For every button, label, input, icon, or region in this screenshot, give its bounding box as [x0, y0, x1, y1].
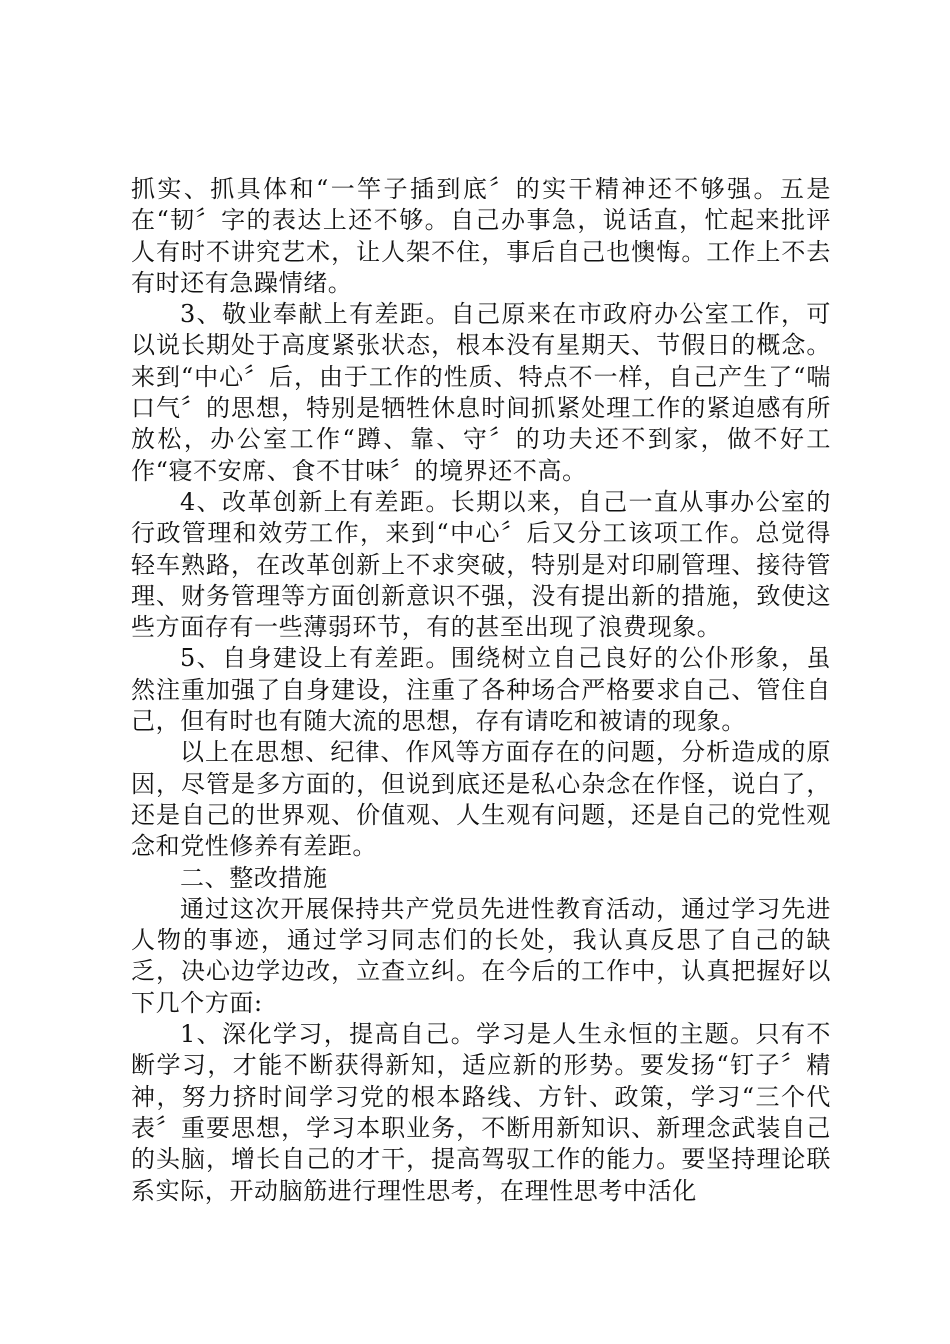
- paragraph-innovation-gap: 4、改革创新上有差距。长期以来，自己一直从事办公室的行政管理和效劳工作，来到“中心〞后又分工该项工作。总觉得轻车熟路，在改革创新上不求突破，特别是对印刷管理、接待管理、财务管理等方面创新意识不强，没有提出新的措施，致使这些方面存有一些薄弱环节，有的甚至出现了浪费现象。: [131, 487, 831, 642]
- document-page: [131, 174, 831, 1207]
- paragraph-summary: 以上在思想、纪律、作风等方面存在的问题，分析造成的原因，尽管是多方面的，但说到底还是私心杂念在作怪，说白了，还是自己的世界观、价值观、人生观有问题，还是自己的党性观念和党性修养有差距。: [131, 738, 831, 861]
- paragraph-deepen-study: 1、深化学习，提高自己。学习是人生永恒的主题。只有不断学习，才能不断获得新知，适应新的形势。要发扬“钉子〞精神，努力挤时间学习党的根本路线、方针、政策，学习“三个代表〞重要思想，学习本职业务，不断用新知识、新理念武装自己的头脑，增长自己的才干，提高驾驭工作的能力。要坚持理论联系实际，开动脑筋进行理性思考，在理性思考中活化: [131, 1020, 831, 1205]
- paragraph-rectification-intro: 通过这次开展保持共产党员先进性教育活动，通过学习先进人物的事迹，通过学习同志们的长处，我认真反思了自己的缺乏，决心边学边改，立查立纠。在今后的工作中，认真把握好以下几个方面:: [131, 894, 831, 1017]
- paragraph-dedication-gap: 3、敬业奉献上有差距。自己原来在市政府办公室工作，可以说长期处于高度紧张状态，根本没有星期天、节假日的概念。来到“中心〞后，由于工作的性质、特点不一样，自己产生了“喘口气〞的思想，特别是牺牲休息时间抓紧处理工作的紧迫感有所放松，办公室工作“蹲、靠、守〞的功夫还不到家，做不好工作“寝不安席、食不甘味〞的境界还不高。: [131, 300, 831, 485]
- paragraph-self-building-gap: 5、自身建设上有差距。围绕树立自己良好的公仆形象，虽然注重加强了自身建设，注重了各种场合严格要求自己、管住自己，但有时也有随大流的思想，存有请吃和被请的现象。: [131, 644, 831, 736]
- section-heading-rectification: 二、整改措施: [180, 863, 328, 892]
- paragraph-continuation: 抓实、抓具体和“一竿子插到底〞的实干精神还不够强。五是在“韧〞字的表达上还不够。自己办事急，说话直，忙起来批评人有时不讲究艺术，让人架不住，事后自己也懊悔。工作上不去有时还有急躁情绪。: [131, 175, 831, 297]
